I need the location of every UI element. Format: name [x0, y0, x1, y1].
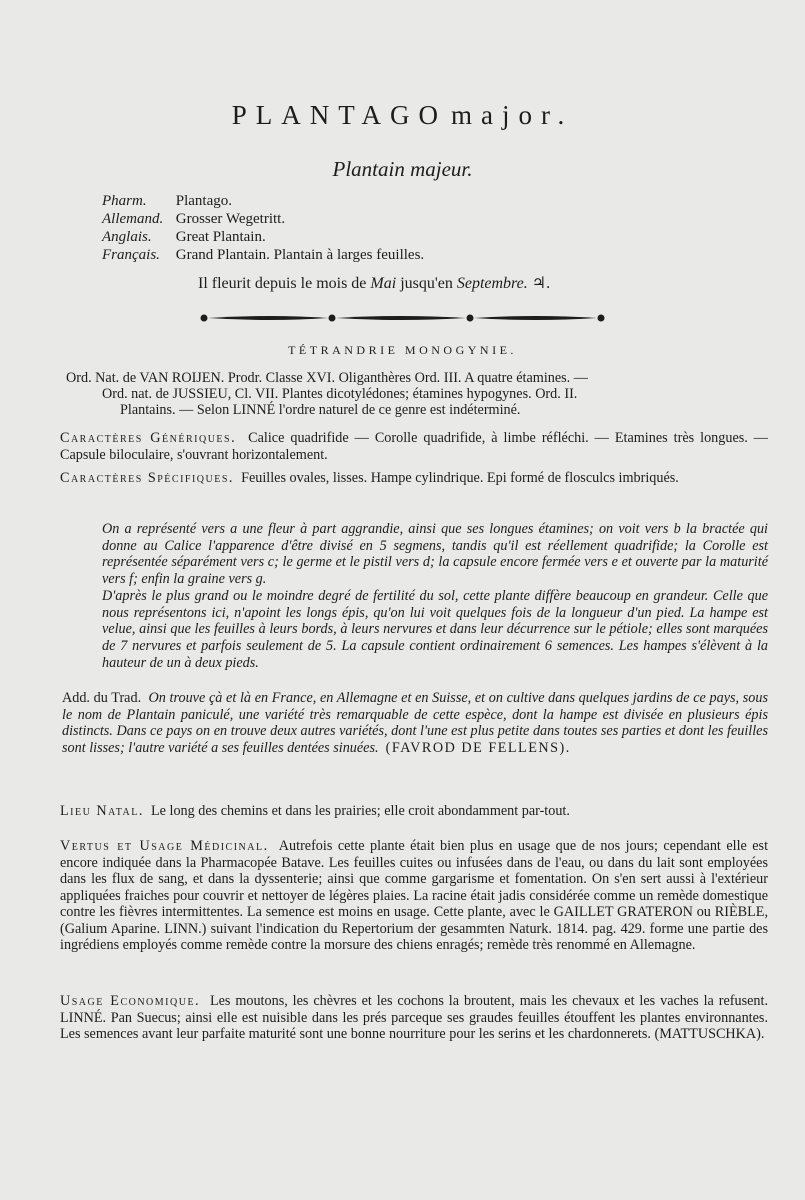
order-line: Ord. Nat. de VAN ROIJEN. Prodr. Classe XVI. Oliganthères Ord. III. A quatre étamines. —: [66, 370, 588, 386]
natural-order-block: [66, 370, 776, 418]
section-text: Autrefois cette plante était bien plus en usage que de nos jours; cependant elle est encore indiquée dans la Pharmacopée Batave. Les feuilles cuites ou infusées dans de l'eau, ou dans du lait sont employées dans les flux de sang, et dans la dyssenterie; ainsi que comme gargarisme et fomentation. On s'en sert aussi à l'extérieur appliquées fraiches pour couvrir et nettoyer de légères plaies. La racine était jadis considérée comme un remède domestique contre les fièvres intermittentes. La semence est moins en usage. Cette plante, avec le GAILLET GRATERON ou RIÈBLE, (Galium Aparine. LINN.) suivant l'indication du Repertorium der gesammten Naturk. 1814. pag. 429. forme une partie des ingrédiens employés comme remède contre la morsure des chiens enragés; remède très renommé en Allemagne.: [60, 838, 769, 953]
economic-uses: [60, 993, 768, 1043]
generic-characters: [60, 430, 768, 463]
order-line: Plantains. — Selon LINNÉ l'ordre naturel de ce genre est indéterminé.: [120, 402, 521, 418]
section-text: Feuilles ovales, lisses. Hampe cylindrique. Epi formé de flosculcs imbriqués.: [241, 470, 679, 486]
flowering-period: Il fleurit depuis le mois de Mai jusqu'en Septembre. ♃.: [198, 275, 551, 292]
translator-addition: [62, 690, 768, 757]
subtitle: Plantain majeur.: [332, 157, 473, 181]
order-line: Ord. nat. de JUSSIEU, Cl. VII. Plantes dicotylédones; étamines hypogynes. Ord. II.: [102, 386, 578, 402]
section-text: Le long des chemins et dans les prairies; elle croit abondamment par-tout.: [151, 803, 570, 819]
description-paragraph: On a représenté vers a une fleur à part aggrandie, ainsi que ses longues étamines; on voit vers b la bractée qui donne au Calice l'apparence d'être divisé en 5 segmens, tandis qu'il est réellement quadrifide; la Corolle est représentée séparément vers c; le germe et le pistil vers d; la capsule encore fermée vers e et ouverte par la maturité vers f; enfin la graine vers g.: [102, 521, 768, 588]
name-row-allemand: Allemand. Grosser Wegetritt.: [102, 211, 286, 227]
description-paragraph: D'après le plus grand ou le moindre degré de fertilité du sol, cette plante diffère beaucoup en grandeur. Celle que nous représentons ici, n'apoint les longs épis, qu'on lui voit quelques fois de la longueur d'un pied. La hampe est velue, ainsi que les feuilles à leurs bords, à leurs nervures et dans leur décurrence sur le pétiole; elles sont marquées de 7 nervures et parfois seulement de 5. La capsule contient ordinairement 6 semences. Les hampes s'élèvent à la hauteur de un à deux pieds.: [102, 587, 768, 671]
section-heading: Caractères Spécifiques.: [60, 470, 234, 486]
addition-text: On trouve çà et là en France, en Allemagne et en Suisse, et on cultive dans quelques jardins de ce pays, sous le nom de Plantain paniculé, une variété très remarquable de cette espèce, dont la hampe est divisée en plusieurs épis distincts. Dans ce pays on en trouve deux autres variétés, dont l'une est plus petite dans toutes ses parties et dont les feuilles sont lisses; l'autre variété a ses feuilles dentées sinuées.: [62, 690, 769, 757]
addition-label: Add. du Trad.: [62, 690, 142, 706]
specific-characters: [60, 470, 768, 487]
perennial-symbol: ♃.: [531, 275, 551, 292]
section-heading: Vertus et Usage Médicinal.: [60, 838, 269, 854]
plate-description: [102, 521, 768, 671]
section-heading: Caractères Génériques.: [60, 430, 237, 446]
page-title: [0, 100, 805, 131]
genus-title: PLANTAGO: [231, 100, 448, 130]
name-row-francais: Français. Grand Plantain. Plantain à larges feuilles.: [102, 247, 425, 263]
name-row-anglais: Anglais. Great Plantain.: [102, 229, 266, 245]
section-heading: Usage Economique.: [60, 993, 201, 1009]
addition-credit: (FAVROD DE FELLENS).: [385, 740, 571, 757]
decorative-rule: [200, 312, 605, 324]
section-text: Les moutons, les chèvres et les cochons la broutent, mais les chevaux et les vaches la refusent. LINNÉ. Pan Suecus; ainsi elle est nuisible dans les prés parceque ses graudes feuilles étouffent les plantes environnantes. Les semences avant leur parfaite maturité sont une bonne nourriture pour les serins et les chardonnerets. (MATTUSCHKA).: [60, 993, 769, 1042]
native-habitat: [60, 803, 768, 820]
species-title: major.: [451, 100, 574, 130]
name-row-pharm: Pharm. Plantago.: [102, 193, 232, 209]
common-names-list: [102, 192, 424, 264]
linnaean-class: TÉTRANDRIE MONOGYNIE.: [288, 343, 517, 357]
section-heading: Lieu Natal.: [60, 803, 144, 819]
section-text: Calice quadrifide — Corolle quadrifide, à limbe réfléchi. — Etamines très longues. — Capsule biloculaire, s'ouvrant horizontalement.: [60, 430, 768, 463]
medicinal-uses: [60, 838, 768, 954]
